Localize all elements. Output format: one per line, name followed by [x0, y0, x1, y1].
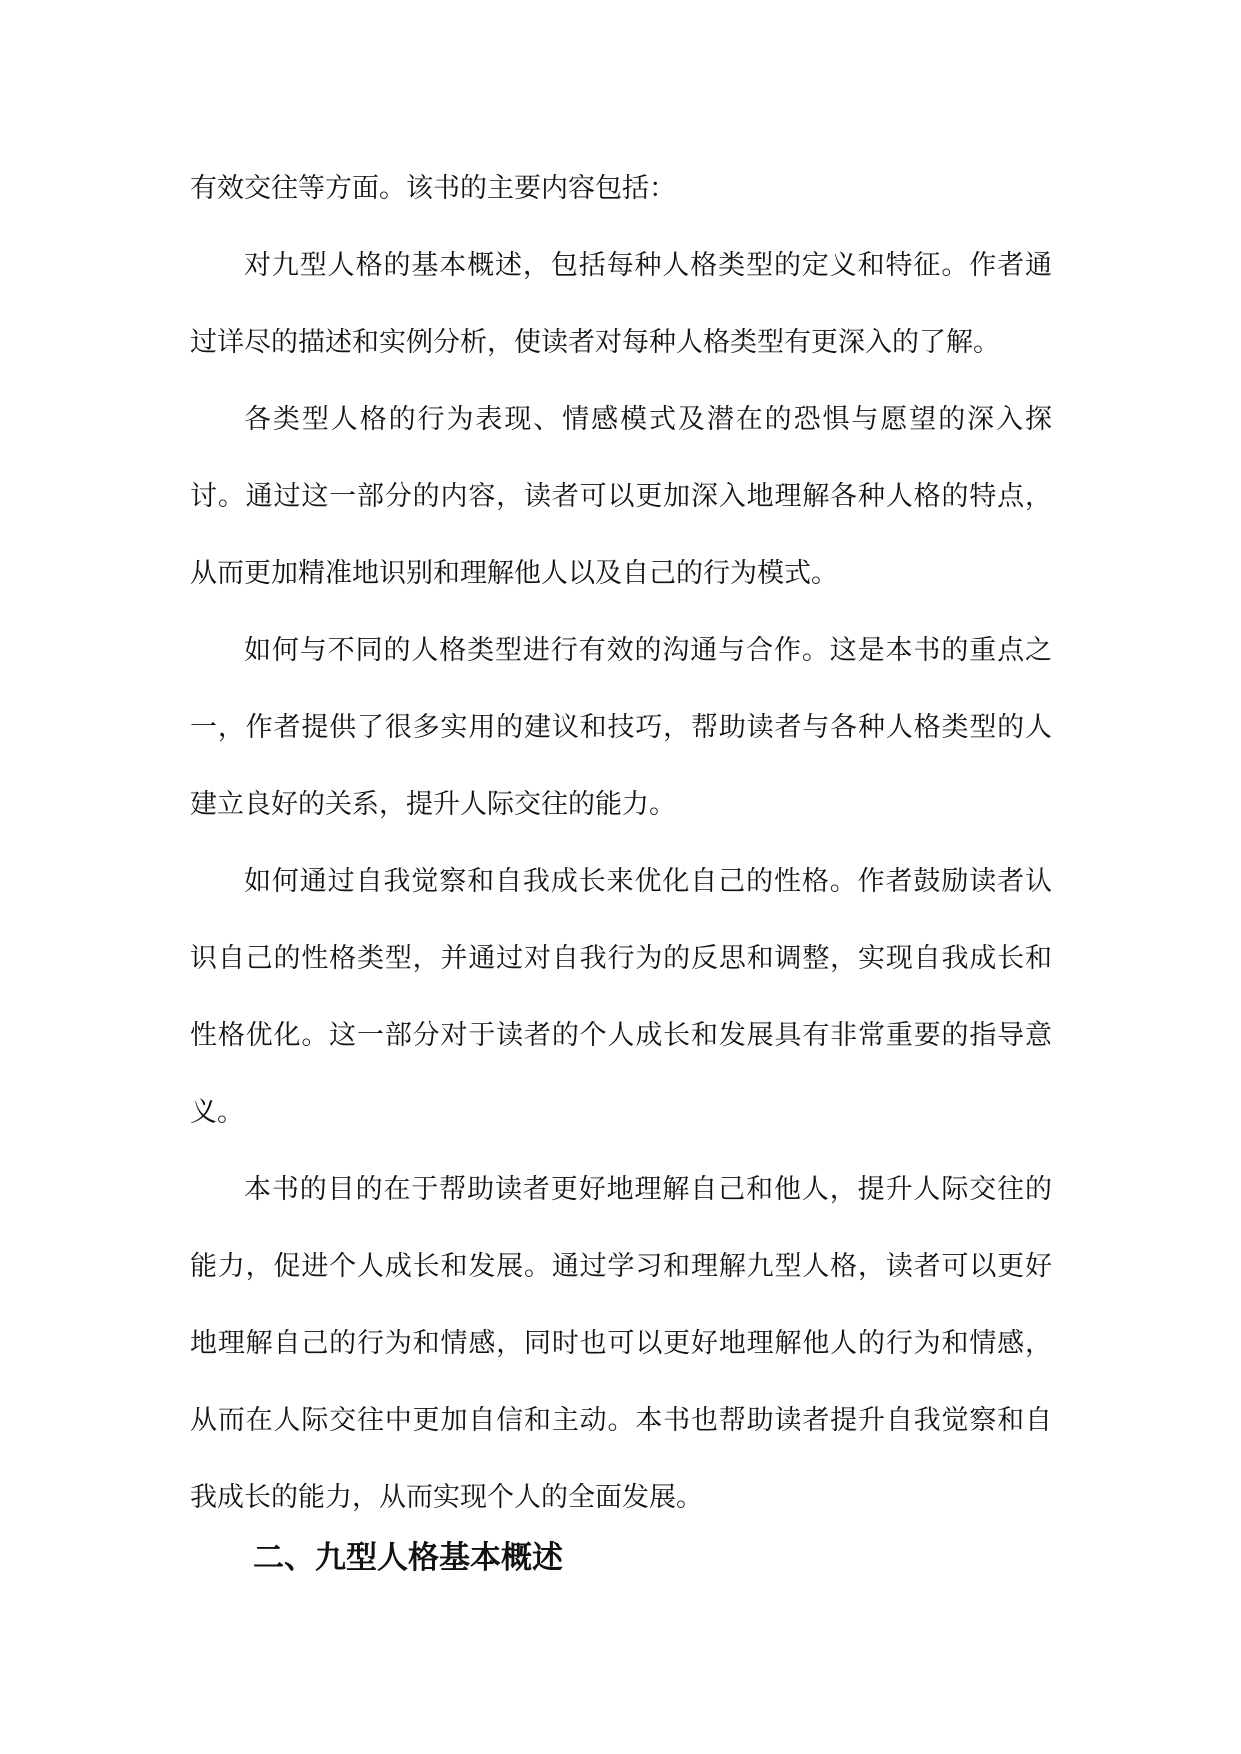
body-text: [190, 150, 1052, 1536]
paragraph-continuation: 有效交往等方面。该书的主要内容包括：: [190, 173, 676, 204]
paragraph-purpose: 本书的目的在于帮助读者更好地理解自己和他人，提升人际交往的能力，促进个人成长和发展。通过学习和理解九型人格，读者可以更好地理解自己的行为和情感，同时也可以更好地理解他人的行为和情感，从而在人际交往中更加自信和主动。本书也帮助读者提升自我觉察和自我成长的能力，从而实现个人的全面发展。: [190, 1174, 1052, 1513]
paragraph-behavior: 各类型人格的行为表现、情感模式及潜在的恐惧与愿望的深入探讨。通过这一部分的内容，读者可以更加深入地理解各种人格的特点，从而更加精准地识别和理解他人以及自己的行为模式。: [190, 404, 1052, 589]
section-heading: 二、九型人格基本概述: [253, 1540, 563, 1576]
paragraph-communication: 如何与不同的人格类型进行有效的沟通与合作。这是本书的重点之一，作者提供了很多实用的建议和技巧，帮助读者与各种人格类型的人建立良好的关系，提升人际交往的能力。: [190, 635, 1052, 820]
paragraph-self-growth: 如何通过自我觉察和自我成长来优化自己的性格。作者鼓励读者认识自己的性格类型，并通过对自我行为的反思和调整，实现自我成长和性格优化。这一部分对于读者的个人成长和发展具有非常重要的指导意义。: [190, 866, 1052, 1128]
paragraph-overview: 对九型人格的基本概述，包括每种人格类型的定义和特征。作者通过详尽的描述和实例分析，使读者对每种人格类型有更深入的了解。: [190, 250, 1052, 358]
